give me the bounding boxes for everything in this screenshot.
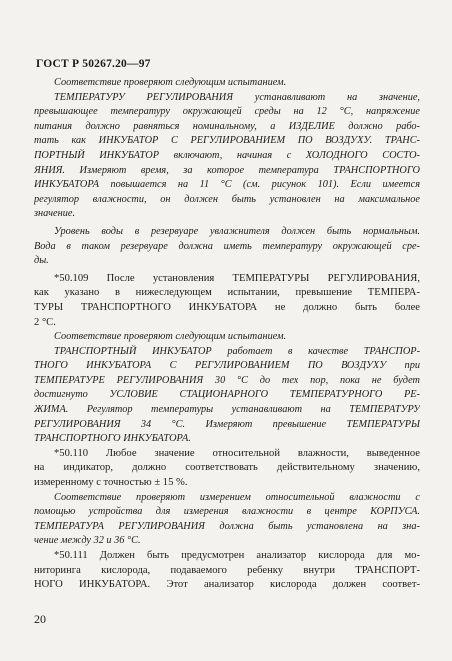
text-line: ИНКУБАТОРА повышается на 11 °С (см. рисунок 101). Если имеется xyxy=(34,179,420,191)
text-line: ды. xyxy=(34,255,49,267)
text-line: РЕГУЛИРОВАНИЯ 34 °С. Измеряют превышение ТЕМПЕРАТУРЫ xyxy=(34,418,420,430)
text-line: ТРАНСПОРТНОГО ИНКУБАТОРА. xyxy=(34,433,191,445)
text-line: НОГО ИНКУБАТОРА. Этот анализатор кислорода должен соответ- xyxy=(34,579,420,591)
text-line: на индикатор, должно соответствовать действительному значению, xyxy=(34,462,420,474)
text-line: ТРАНСПОРТНЫЙ ИНКУБАТОР работает в качестве ТРАНСПОР- xyxy=(54,345,420,357)
text-line: питания должно равняться номинальному, а ИЗДЕЛИЕ должно рабо- xyxy=(34,120,420,132)
text-line: значение. xyxy=(34,208,76,220)
text-line: ТЕМПЕРАТУРА РЕГУЛИРОВАНИЯ должна быть установлена на зна- xyxy=(34,520,420,532)
text-line: *50.109 После установления ТЕМПЕРАТУРЫ РЕГУЛИРОВАНИЯ, xyxy=(54,272,420,284)
text-line: ПОРТНЫЙ ИНКУБАТОР включают, начиная с ХОЛОДНОГО СОСТО- xyxy=(34,149,420,161)
text-line: превышающее температуру окружающей среды на 12 °С, напряжение xyxy=(34,106,420,118)
text-line: ниторинга кислорода, подаваемого ребенку внутри ТРАНСПОРТ- xyxy=(34,564,420,576)
text-line: Уровень воды в резервуаре увлажнителя должен быть нормальным. xyxy=(54,225,420,237)
page-number: 20 xyxy=(34,612,46,626)
text-line: ТЕМПЕРАТУРЕ РЕГУЛИРОВАНИЯ 30 °С до тех пор, пока не будет xyxy=(34,374,420,386)
text-line: *50.111 Должен быть предусмотрен анализатор кислорода для мо- xyxy=(54,550,420,561)
text-line: ТУРЫ ТРАНСПОРТНОГО ИНКУБАТОРА не должно быть более xyxy=(34,301,420,313)
text-line: 2 °С. xyxy=(34,316,56,328)
text-line: как указано в нижеследующем испытании, превышение ТЕМПЕРА- xyxy=(34,287,420,299)
text-line: ТЕМПЕРАТУРУ РЕГУЛИРОВАНИЯ устанавливают на значение, xyxy=(54,91,420,103)
text-line: ЯНИЯ. Измеряют время, за которое температура ТРАНСПОРТНОГО xyxy=(34,164,420,176)
text-line: Вода в таком резервуаре должна иметь температуру окружающей сре- xyxy=(34,240,420,252)
text-line: тать как ИНКУБАТОР С РЕГУЛИРОВАНИЕМ ПО ВОЗДУХУ. ТРАНС- xyxy=(34,135,420,147)
text-line: ТНОГО ИНКУБАТОРА С РЕГУЛИРОВАНИЕМ ПО ВОЗДУХУ при xyxy=(34,360,420,372)
text-line: измеренному с точностью ± 15 %. xyxy=(34,477,188,489)
text-line: Соответствие проверяют следующим испытанием. xyxy=(54,331,287,343)
text-line: достигнуто УСЛОВИЕ СТАЦИОНАРНОГО ТЕМПЕРАТУРНОГО РЕ- xyxy=(34,389,420,401)
text-line: *50.110 Любое значение относительной влажности, выведенное xyxy=(54,447,420,459)
document-body xyxy=(34,76,420,593)
text-line: помощью устройства для измерения влажности в центре КОРПУСА. xyxy=(34,506,420,518)
text-line: чение между 32 и 36 °С. xyxy=(34,535,141,547)
text-line: Соответствие проверяют измерением относительной влажности с xyxy=(54,491,420,503)
text-line: ЖИМА. Регулятор температуры устанавливают на ТЕМПЕРАТУРУ xyxy=(34,404,420,416)
text-line: Соответствие проверяют следующим испытанием. xyxy=(54,77,287,88)
text-line: регулятор влажности, он должен быть установлен на максимальное xyxy=(34,193,420,205)
document-header: ГОСТ Р 50267.20—97 xyxy=(36,58,151,70)
